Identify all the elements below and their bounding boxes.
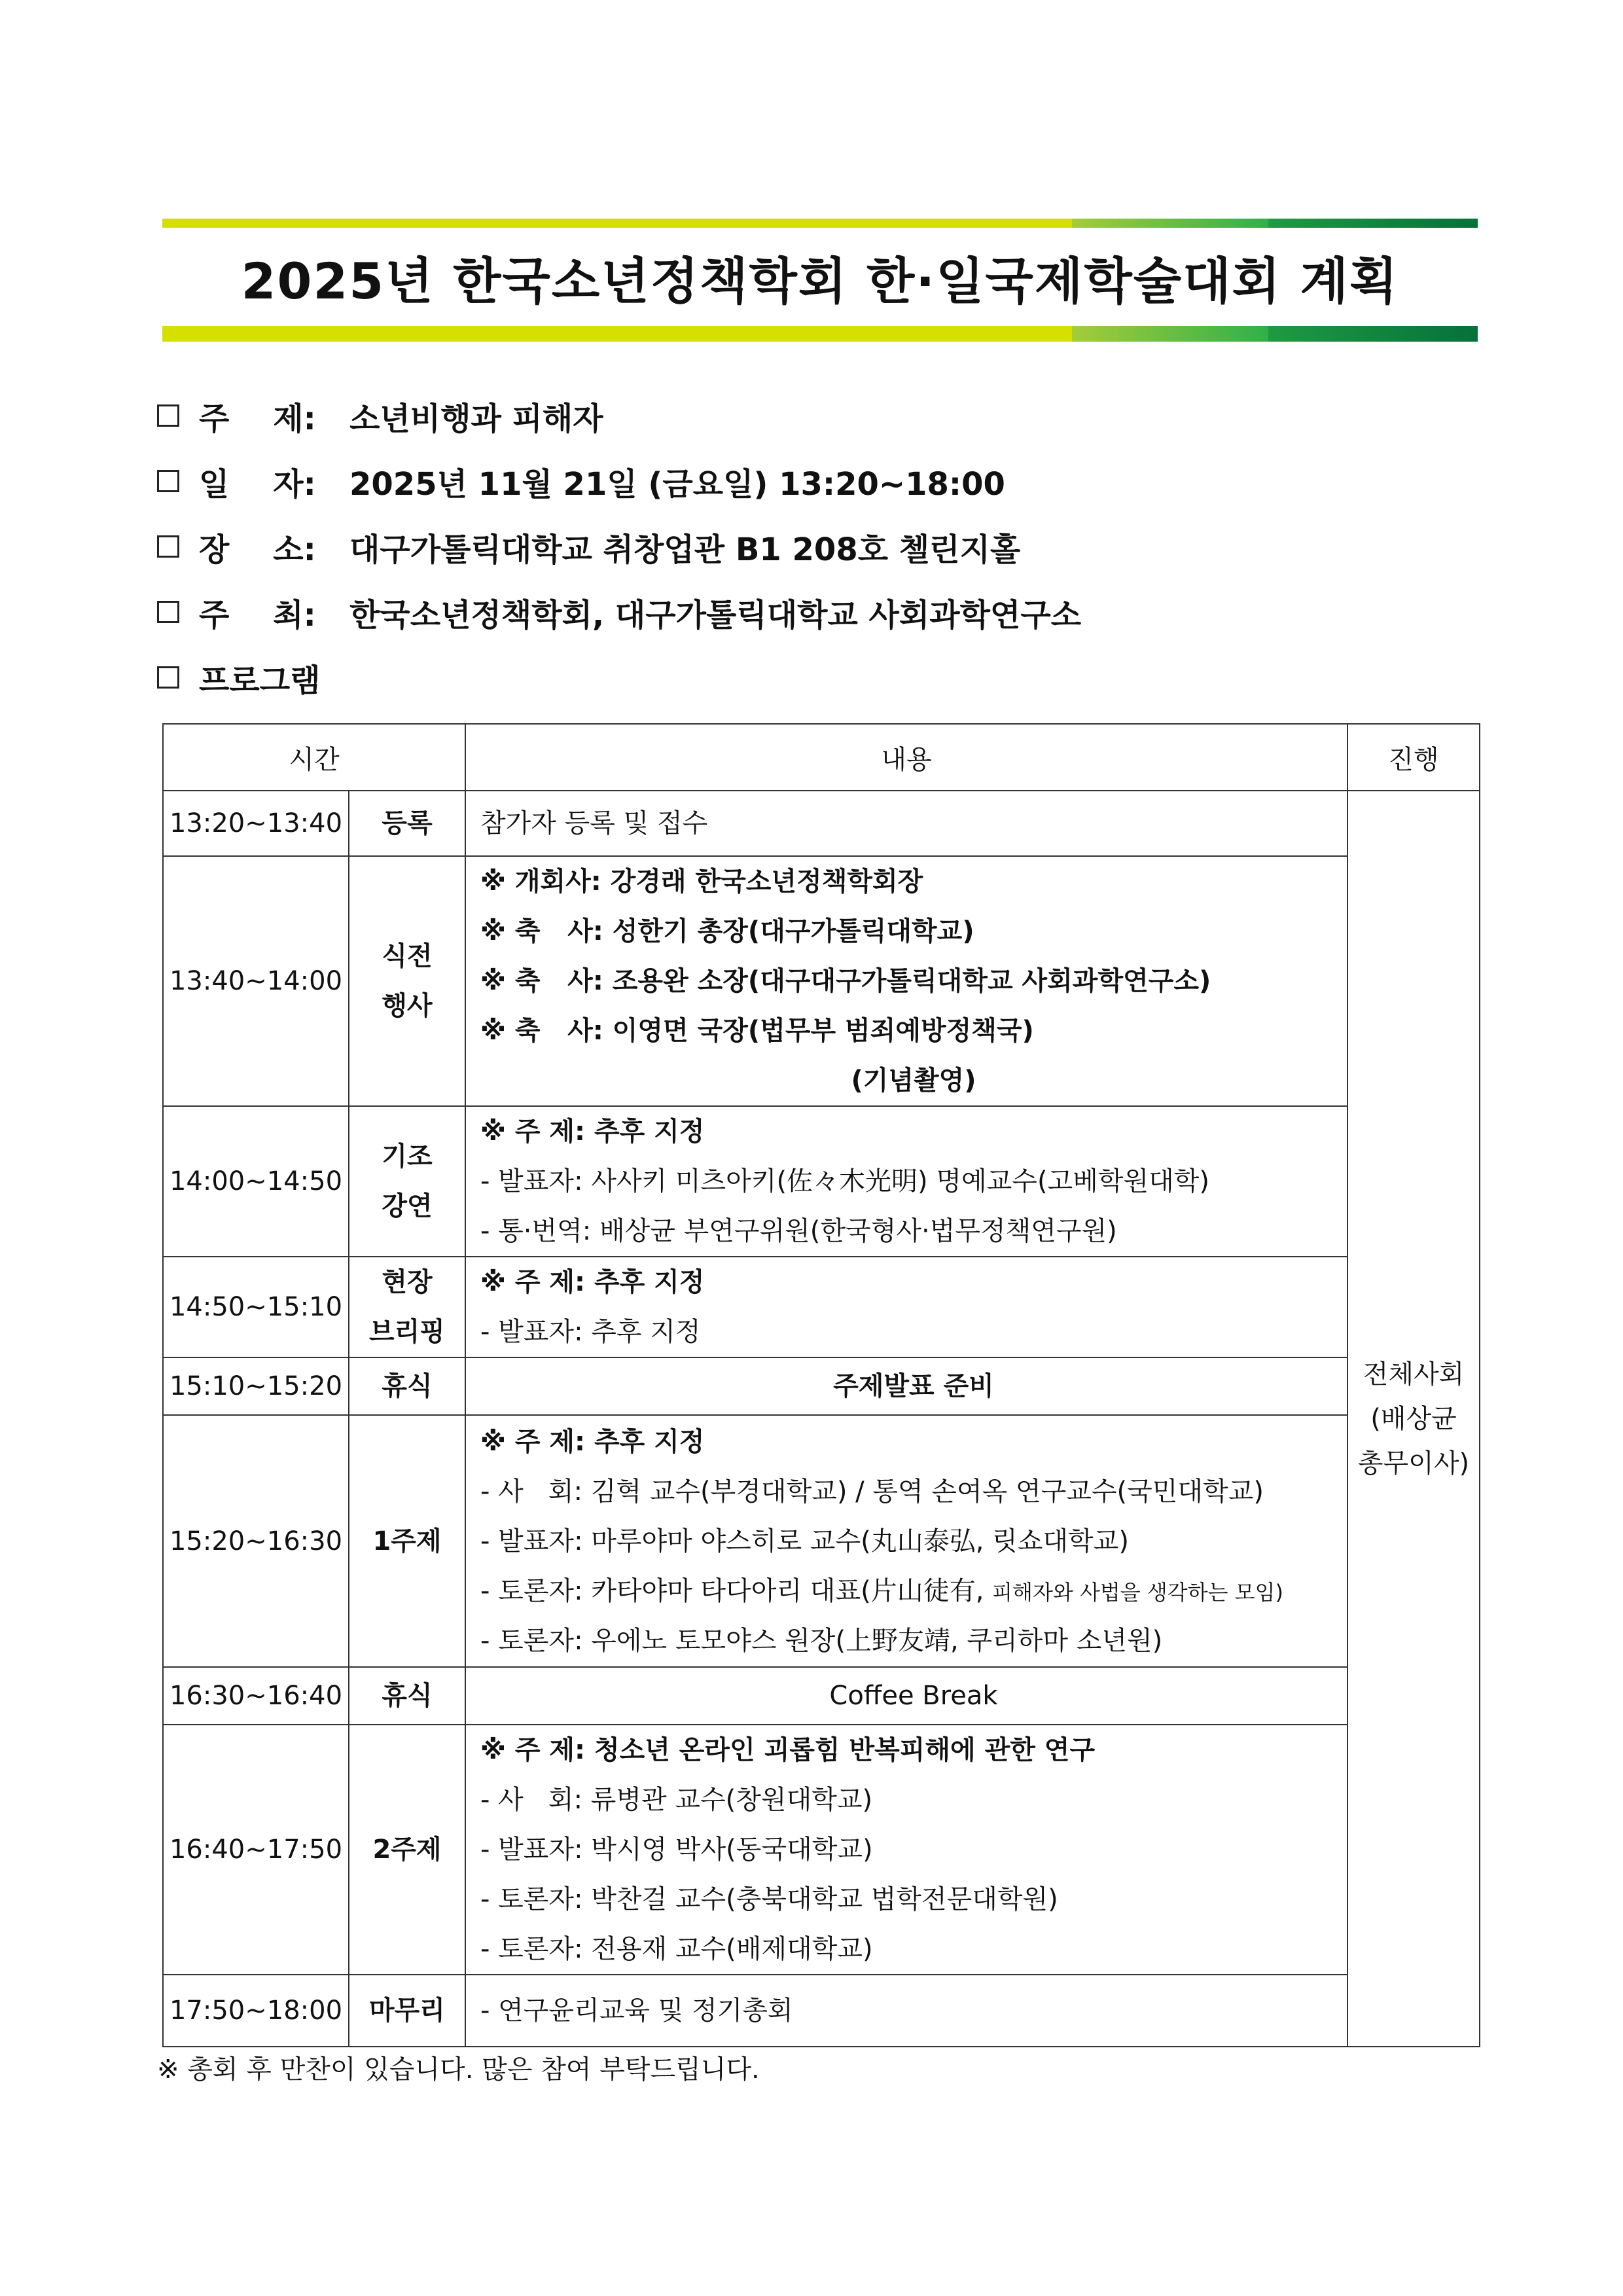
content-text: - 연구윤리교육 및 정기총회 xyxy=(480,1996,793,2026)
category-label: 브리핑 xyxy=(369,1317,445,1347)
page-title: 2025년 한국소년정책학회 한·일국제학술대회 계획 xyxy=(241,251,1399,310)
info-value: 한국소년정책학회, 대구가톨릭대학교 사회과학연구소 xyxy=(349,596,1082,634)
time-cell: 13:20~13:40 xyxy=(163,791,349,856)
host-cell xyxy=(1347,791,1480,2047)
table-row xyxy=(163,1667,1480,1725)
content-line xyxy=(480,1986,1347,2036)
header-time: 시간 xyxy=(163,724,465,791)
content-text: - 사 회: 류병관 교수(창원대학교) xyxy=(480,1785,873,1815)
time-cell: 14:00~14:50 xyxy=(163,1106,349,1257)
content-line xyxy=(480,1257,1347,1307)
content-cell xyxy=(465,856,1347,1106)
schedule-table xyxy=(162,723,1480,2047)
table-row xyxy=(163,1415,1480,1667)
title-bar-bottom xyxy=(162,326,1478,342)
info-line xyxy=(157,520,1466,573)
content-text: - 토론자: 박찬걸 교수(충북대학교 법학전문대학원) xyxy=(480,1884,1058,1914)
time-cell: 13:40~14:00 xyxy=(163,856,349,1106)
content-text: - 발표자: 사사키 미츠아키(佐々木光明) 명예교수(고베학원대학) xyxy=(480,1166,1209,1196)
checkbox-square-icon xyxy=(157,404,179,427)
content-cell xyxy=(465,1415,1347,1667)
content-line xyxy=(480,1157,1347,1206)
category-cell xyxy=(349,1725,465,1975)
content-line xyxy=(480,1566,1347,1616)
category-label: 현장 xyxy=(382,1267,433,1297)
content-text: - 발표자: 박시영 박사(동국대학교) xyxy=(480,1835,873,1865)
table-row xyxy=(163,1257,1480,1357)
content-line xyxy=(480,1417,1347,1467)
content-line xyxy=(480,1671,1347,1721)
category-cell xyxy=(349,1106,465,1257)
category-label: 마무리 xyxy=(369,1996,445,2026)
category-label: 1주제 xyxy=(372,1526,442,1556)
content-text: ※ 축 사: 이영면 국장(법무부 범죄예방정책국) xyxy=(480,1016,1034,1046)
content-line xyxy=(480,1825,1347,1874)
host-text: (배상균 xyxy=(1370,1403,1457,1434)
info-label: 주 최: xyxy=(199,596,316,634)
content-line xyxy=(480,906,1347,956)
content-text: - 통·번역: 배상균 부연구위원(한국형사·법무정책연구원) xyxy=(480,1216,1117,1246)
checkbox-square-icon xyxy=(157,470,179,492)
category-label: 기조 xyxy=(382,1141,433,1172)
checkbox-square-icon xyxy=(157,535,179,558)
category-cell xyxy=(349,791,465,856)
category-cell xyxy=(349,1357,465,1415)
checkbox-square-icon xyxy=(157,666,179,689)
content-text: ※ 주 제: 추후 지정 xyxy=(480,1426,705,1457)
info-label: 프로그램 xyxy=(199,662,321,699)
content-line xyxy=(480,1924,1347,1974)
info-label: 일 자: xyxy=(199,465,316,503)
category-cell xyxy=(349,1975,465,2047)
category-label: 휴식 xyxy=(382,1371,433,1401)
host-text: 총무이사) xyxy=(1357,1448,1470,1479)
content-line xyxy=(480,1467,1347,1516)
content-text: ※ 개회사: 강경래 한국소년정책학회장 xyxy=(480,867,923,897)
content-cell xyxy=(465,1357,1347,1415)
content-line xyxy=(480,1874,1347,1924)
content-cell xyxy=(465,1257,1347,1357)
content-cell xyxy=(465,1725,1347,1975)
checkbox-square-icon xyxy=(157,601,179,623)
table-row xyxy=(163,1975,1480,2047)
content-text: ※ 주 제: 추후 지정 xyxy=(480,1117,705,1147)
content-line xyxy=(480,1206,1347,1256)
time-cell: 16:30~16:40 xyxy=(163,1667,349,1725)
content-line xyxy=(480,1725,1347,1775)
content-text: - 사 회: 김혁 교수(부경대학교) / 통역 손여옥 연구교수(국민대학교) xyxy=(480,1476,1264,1507)
content-text: ※ 축 사: 조용완 소장(대구대구가톨릭대학교 사회과학연구소) xyxy=(480,966,1211,996)
category-label: 등록 xyxy=(382,808,433,838)
content-line xyxy=(480,798,1347,848)
category-label: 강연 xyxy=(382,1191,433,1221)
table-row xyxy=(163,1725,1480,1975)
content-line xyxy=(480,1361,1347,1411)
content-text: ※ 축 사: 성한기 총장(대구가톨릭대학교) xyxy=(480,916,974,946)
time-cell: 15:20~16:30 xyxy=(163,1415,349,1667)
content-cell xyxy=(465,1106,1347,1257)
category-cell xyxy=(349,1415,465,1667)
host-text: 전체사회 xyxy=(1363,1359,1465,1390)
content-cell xyxy=(465,791,1347,856)
table-header-row xyxy=(163,724,1480,791)
category-cell xyxy=(349,856,465,1106)
content-text: - 발표자: 마루야마 야스히로 교수(丸山泰弘, 릿쇼대학교) xyxy=(480,1526,1129,1556)
info-value: 대구가톨릭대학교 취창업관 B1 208호 첼린지홀 xyxy=(349,531,1021,568)
category-cell xyxy=(349,1667,465,1725)
content-line xyxy=(480,857,1347,906)
content-text: ※ 주 제: 청소년 온라인 괴롭힘 반복피해에 관한 연구 xyxy=(480,1735,1096,1765)
content-small-text: 피해자와 사법을 생각하는 모임) xyxy=(992,1579,1283,1605)
category-label: 식전 xyxy=(382,941,433,971)
content-text: 주제발표 준비 xyxy=(833,1371,994,1401)
title-bar-top xyxy=(162,219,1478,228)
content-line xyxy=(480,1107,1347,1157)
info-value: 2025년 11월 21일 (금요일) 13:20~18:00 xyxy=(349,465,1005,503)
table-row xyxy=(163,1357,1480,1415)
table-row xyxy=(163,791,1480,856)
time-cell: 14:50~15:10 xyxy=(163,1257,349,1357)
info-label: 주 제: xyxy=(199,400,316,437)
content-text: (기념촬영) xyxy=(851,1066,976,1096)
info-line xyxy=(157,389,1466,442)
content-cell xyxy=(465,1667,1347,1725)
content-line xyxy=(480,1616,1347,1666)
category-cell xyxy=(349,1257,465,1357)
footnote: ※ 총회 후 만찬이 있습니다. 많은 참여 부탁드립니다. xyxy=(157,2054,760,2085)
content-text: - 발표자: 추후 지정 xyxy=(480,1317,701,1347)
info-label: 장 소: xyxy=(199,531,316,568)
content-line xyxy=(480,1006,1347,1056)
category-label: 2주제 xyxy=(372,1835,442,1865)
content-line xyxy=(480,1775,1347,1825)
time-cell: 15:10~15:20 xyxy=(163,1357,349,1415)
info-line xyxy=(157,455,1466,507)
category-label: 휴식 xyxy=(382,1681,433,1711)
content-text: 참가자 등록 및 접수 xyxy=(480,808,708,838)
header-content: 내용 xyxy=(465,724,1347,791)
time-cell: 17:50~18:00 xyxy=(163,1975,349,2047)
category-label: 행사 xyxy=(382,991,433,1021)
content-text: ※ 주 제: 추후 지정 xyxy=(480,1267,705,1297)
content-text: - 토론자: 우에노 토모야스 원장(上野友靖, 쿠리하마 소년원) xyxy=(480,1625,1163,1656)
info-line xyxy=(157,586,1466,638)
table-row xyxy=(163,856,1480,1106)
info-line xyxy=(157,651,1466,704)
header-host: 진행 xyxy=(1347,724,1480,791)
info-value: 소년비행과 피해자 xyxy=(349,400,603,437)
content-cell xyxy=(465,1975,1347,2047)
content-text: - 토론자: 카타야마 타다아리 대표(片山徒有, xyxy=(480,1575,993,1606)
table-row xyxy=(163,1106,1480,1257)
content-text: - 토론자: 전용재 교수(배제대학교) xyxy=(480,1934,873,1964)
content-line xyxy=(480,1516,1347,1566)
content-text: Coffee Break xyxy=(829,1681,998,1711)
content-line xyxy=(480,956,1347,1006)
time-cell: 16:40~17:50 xyxy=(163,1725,349,1975)
content-line xyxy=(480,1056,1347,1105)
content-line xyxy=(480,1307,1347,1357)
